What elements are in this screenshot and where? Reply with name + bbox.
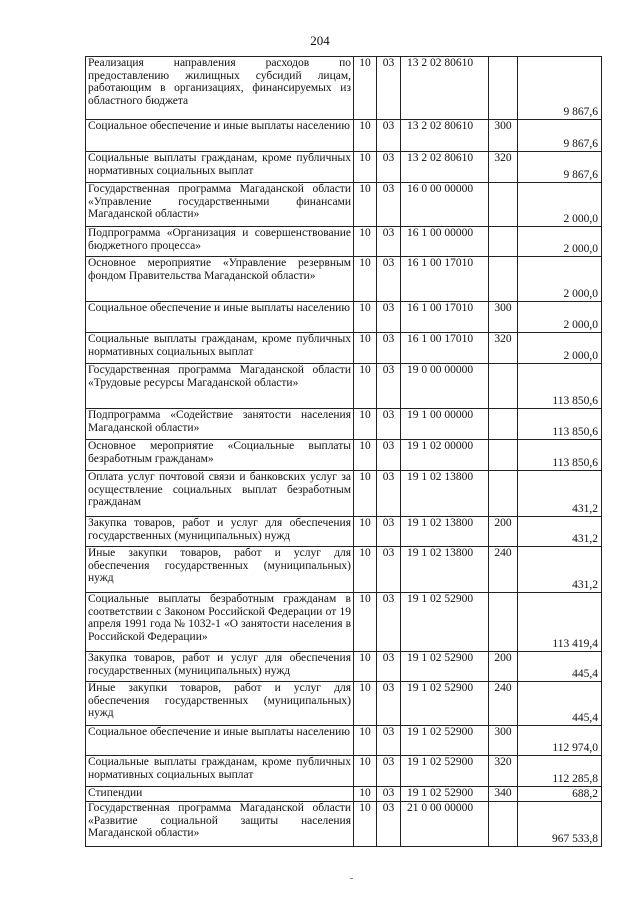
row-section: 10 (354, 409, 377, 440)
row-amount: 112 974,0 (518, 726, 602, 756)
row-subsection: 03 (377, 152, 401, 183)
row-name: Реализация направления расходов по предоставлению жилищных субсидий лицам, работающим в организациях, финансируемых из областного бюджета (86, 57, 354, 120)
row-name: Социальное обеспечение и иные выплаты населению (86, 120, 354, 152)
row-expense-type (489, 257, 518, 302)
row-target-code: 16 0 00 00000 (401, 183, 489, 227)
row-amount: 9 867,6 (518, 120, 602, 152)
budget-table (85, 56, 602, 847)
row-name: Иные закупки товаров, работ и услуг для обеспечения государственных (муниципальных) нужд (86, 547, 354, 593)
row-subsection: 03 (377, 517, 401, 547)
row-target-code: 16 1 00 17010 (401, 333, 489, 364)
row-amount: 445,4 (518, 682, 602, 726)
row-expense-type: 200 (489, 517, 518, 547)
row-section: 10 (354, 726, 377, 756)
row-target-code: 13 2 02 80610 (401, 120, 489, 152)
row-subsection: 03 (377, 440, 401, 471)
row-expense-type: 240 (489, 547, 518, 593)
row-section: 10 (354, 257, 377, 302)
row-section: 10 (354, 517, 377, 547)
row-expense-type: 320 (489, 756, 518, 787)
table-row (86, 333, 602, 364)
row-name: Стипендии (86, 787, 354, 802)
row-expense-type (489, 593, 518, 652)
row-subsection: 03 (377, 364, 401, 409)
row-name: Социальные выплаты безработным гражданам в соответствии с Законом Российской Федерации от 19 апреля 1991 года № 1032-1 «О занятости населения в Российской Федерации» (86, 593, 354, 652)
row-name: Государственная программа Магаданской области «Развитие социальной защиты населения Магаданской области» (86, 802, 354, 847)
row-section: 10 (354, 787, 377, 802)
row-amount: 113 850,6 (518, 409, 602, 440)
row-expense-type: 320 (489, 152, 518, 183)
row-expense-type: 200 (489, 652, 518, 682)
row-name: Подпрограмма «Организация и совершенствование бюджетного процесса» (86, 227, 354, 257)
table-row (86, 57, 602, 120)
row-section: 10 (354, 227, 377, 257)
table-row (86, 517, 602, 547)
row-name: Социальное обеспечение и иные выплаты населению (86, 726, 354, 756)
row-expense-type: 320 (489, 333, 518, 364)
row-section: 10 (354, 593, 377, 652)
row-expense-type (489, 57, 518, 120)
row-section: 10 (354, 333, 377, 364)
row-name: Государственная программа Магаданской области «Управление государственными финансами Магаданской области» (86, 183, 354, 227)
row-amount: 9 867,6 (518, 152, 602, 183)
row-subsection: 03 (377, 547, 401, 593)
row-target-code: 19 1 02 00000 (401, 440, 489, 471)
row-amount: 431,2 (518, 517, 602, 547)
table-row (86, 152, 602, 183)
row-target-code: 19 1 00 00000 (401, 409, 489, 440)
row-expense-type: 240 (489, 682, 518, 726)
table-row (86, 593, 602, 652)
row-section: 10 (354, 682, 377, 726)
row-name: Основное мероприятие «Управление резервным фондом Правительства Магаданской области» (86, 257, 354, 302)
row-name: Иные закупки товаров, работ и услуг для обеспечения государственных (муниципальных) нужд (86, 682, 354, 726)
row-target-code: 19 1 02 52900 (401, 682, 489, 726)
row-name: Подпрограмма «Содействие занятости населения Магаданской области» (86, 409, 354, 440)
row-name: Социальные выплаты гражданам, кроме публичных нормативных социальных выплат (86, 333, 354, 364)
row-section: 10 (354, 152, 377, 183)
row-amount: 431,2 (518, 471, 602, 517)
row-amount: 113 850,6 (518, 364, 602, 409)
row-amount: 2 000,0 (518, 302, 602, 333)
row-section: 10 (354, 652, 377, 682)
row-name: Государственная программа Магаданской области «Трудовые ресурсы Магаданской области» (86, 364, 354, 409)
row-amount: 967 533,8 (518, 802, 602, 847)
row-subsection: 03 (377, 57, 401, 120)
row-amount: 431,2 (518, 547, 602, 593)
table-row (86, 302, 602, 333)
row-subsection: 03 (377, 787, 401, 802)
row-subsection: 03 (377, 802, 401, 847)
row-expense-type (489, 802, 518, 847)
table-row (86, 471, 602, 517)
row-section: 10 (354, 302, 377, 333)
row-target-code: 19 1 02 52900 (401, 593, 489, 652)
table-row (86, 120, 602, 152)
row-target-code: 19 1 02 13800 (401, 471, 489, 517)
row-amount: 2 000,0 (518, 227, 602, 257)
row-subsection: 03 (377, 333, 401, 364)
table-row (86, 652, 602, 682)
row-subsection: 03 (377, 120, 401, 152)
row-target-code: 19 1 02 52900 (401, 787, 489, 802)
row-expense-type (489, 227, 518, 257)
table-row (86, 440, 602, 471)
row-amount: 9 867,6 (518, 57, 602, 120)
row-section: 10 (354, 183, 377, 227)
row-subsection: 03 (377, 471, 401, 517)
row-target-code: 21 0 00 00000 (401, 802, 489, 847)
row-target-code: 19 1 02 52900 (401, 652, 489, 682)
row-expense-type: 300 (489, 302, 518, 333)
row-expense-type: 300 (489, 120, 518, 152)
table-row (86, 547, 602, 593)
row-expense-type (489, 409, 518, 440)
row-target-code: 19 1 02 13800 (401, 547, 489, 593)
row-target-code: 16 1 00 17010 (401, 302, 489, 333)
row-amount: 113 850,6 (518, 440, 602, 471)
row-name: Закупка товаров, работ и услуг для обеспечения государственных (муниципальных) нужд (86, 517, 354, 547)
row-name: Оплата услуг почтовой связи и банковских услуг за осуществление социальных выплат безработным гражданам (86, 471, 354, 517)
row-subsection: 03 (377, 227, 401, 257)
row-expense-type: 300 (489, 726, 518, 756)
row-section: 10 (354, 547, 377, 593)
row-section: 10 (354, 120, 377, 152)
row-amount: 113 419,4 (518, 593, 602, 652)
row-name: Закупка товаров, работ и услуг для обеспечения государственных (муниципальных) нужд (86, 652, 354, 682)
row-target-code: 13 2 02 80610 (401, 57, 489, 120)
row-target-code: 19 1 02 52900 (401, 726, 489, 756)
row-target-code: 16 1 00 17010 (401, 257, 489, 302)
row-subsection: 03 (377, 302, 401, 333)
row-section: 10 (354, 471, 377, 517)
row-section: 10 (354, 57, 377, 120)
table-row (86, 183, 602, 227)
row-target-code: 13 2 02 80610 (401, 152, 489, 183)
row-expense-type (489, 364, 518, 409)
row-name: Социальные выплаты гражданам, кроме публичных нормативных социальных выплат (86, 152, 354, 183)
table-row (86, 257, 602, 302)
row-amount: 688,2 (518, 787, 602, 802)
row-section: 10 (354, 802, 377, 847)
page-number: 204 (310, 33, 330, 48)
row-target-code: 16 1 00 00000 (401, 227, 489, 257)
row-subsection: 03 (377, 593, 401, 652)
table-row (86, 756, 602, 787)
table-row (86, 802, 602, 847)
row-amount: 2 000,0 (518, 183, 602, 227)
row-target-code: 19 0 00 00000 (401, 364, 489, 409)
row-name: Основное мероприятие «Социальные выплаты безработным гражданам» (86, 440, 354, 471)
row-name: Социальное обеспечение и иные выплаты населению (86, 302, 354, 333)
table-row (86, 787, 602, 802)
row-subsection: 03 (377, 726, 401, 756)
row-expense-type (489, 471, 518, 517)
table-row (86, 682, 602, 726)
row-section: 10 (354, 756, 377, 787)
row-amount: 2 000,0 (518, 333, 602, 364)
row-expense-type (489, 440, 518, 471)
row-amount: 2 000,0 (518, 257, 602, 302)
table-row (86, 409, 602, 440)
row-subsection: 03 (377, 183, 401, 227)
table-row (86, 726, 602, 756)
row-target-code: 19 1 02 13800 (401, 517, 489, 547)
table-row (86, 364, 602, 409)
row-expense-type: 340 (489, 787, 518, 802)
row-target-code: 19 1 02 52900 (401, 756, 489, 787)
row-amount: 112 285,8 (518, 756, 602, 787)
table-row (86, 227, 602, 257)
row-name: Социальные выплаты гражданам, кроме публичных нормативных социальных выплат (86, 756, 354, 787)
row-section: 10 (354, 440, 377, 471)
row-subsection: 03 (377, 682, 401, 726)
row-section: 10 (354, 364, 377, 409)
row-subsection: 03 (377, 756, 401, 787)
row-subsection: 03 (377, 652, 401, 682)
row-amount: 445,4 (518, 652, 602, 682)
row-subsection: 03 (377, 257, 401, 302)
row-expense-type (489, 183, 518, 227)
scan-speck (350, 878, 353, 879)
row-subsection: 03 (377, 409, 401, 440)
